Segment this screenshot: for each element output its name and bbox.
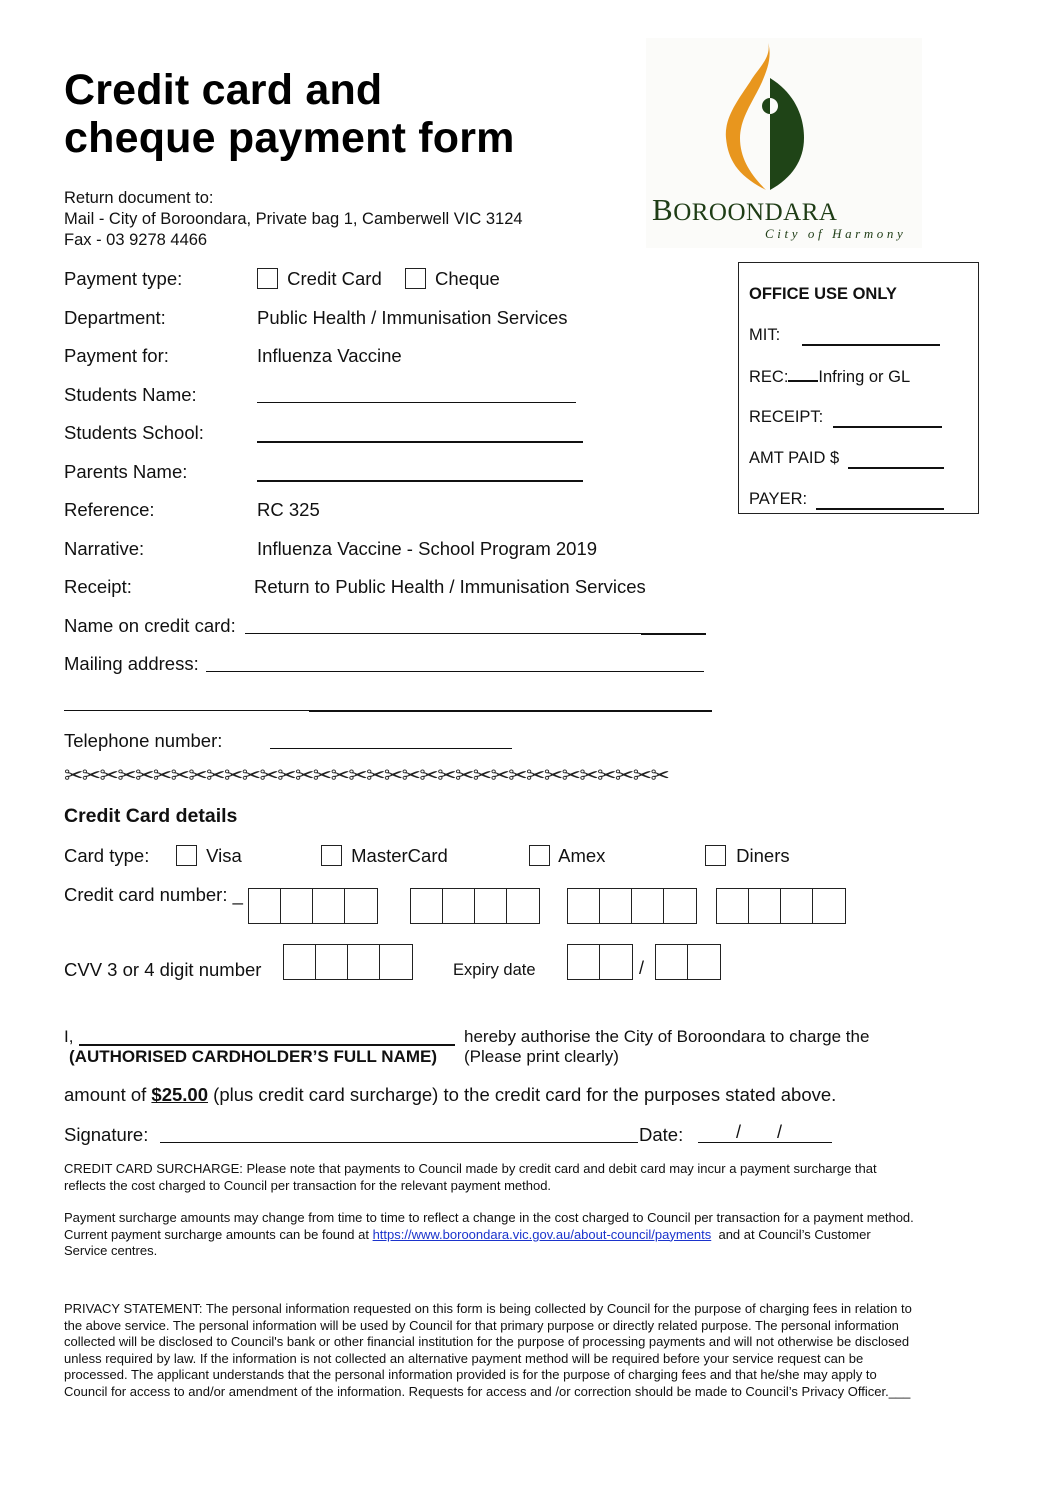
date-slash-2: / xyxy=(777,1122,783,1142)
cvv-input[interactable] xyxy=(283,944,413,980)
expiry-separator: / xyxy=(639,958,645,978)
receipt-label: Receipt: xyxy=(64,576,132,597)
parents-name-field[interactable] xyxy=(257,480,583,482)
receipt-field[interactable] xyxy=(833,426,942,428)
authorise-prefix: I, xyxy=(64,1027,74,1046)
cheque-option-label: Cheque xyxy=(435,268,500,289)
students-name-field[interactable] xyxy=(257,402,576,403)
receipt-label: RECEIPT: xyxy=(749,408,824,426)
rec-label: REC: Infring or GL xyxy=(749,368,911,386)
surcharge-note: CREDIT CARD SURCHARGE: Please note that payments to Council made by credit card and debit card may incur a payment surcharge that reflects the cost charged to Council per transaction for the relevant payment method. xyxy=(64,1161,877,1193)
signature-field[interactable] xyxy=(160,1142,638,1143)
amount-statement: amount of $25.00 (plus credit card surcharge) to the credit card for the purposes stated above. xyxy=(64,1084,837,1105)
card-type-label: Card type: xyxy=(64,845,150,866)
cheque-checkbox[interactable] xyxy=(405,268,426,289)
card-type-amex: Amex xyxy=(529,845,605,867)
title-line-2: cheque payment form xyxy=(64,114,515,162)
reference-value: RC 325 xyxy=(257,499,320,520)
payment-type-label: Payment type: xyxy=(64,268,183,289)
students-name-label: Students Name: xyxy=(64,384,197,405)
card-type-diners: Diners xyxy=(705,845,790,867)
return-mail: Mail - City of Boroondara, Private bag 1, Camberwell VIC 3124 xyxy=(64,210,523,228)
amt-paid-label: AMT PAID $ xyxy=(749,449,840,467)
reference-label: Reference: xyxy=(64,499,155,520)
receipt-value: Return to Public Health / Immunisation Services xyxy=(254,576,646,597)
cardholder-name-caption: (AUTHORISED CARDHOLDER’S FULL NAME) xyxy=(69,1047,438,1066)
payer-field[interactable] xyxy=(816,508,944,510)
cardholder-name-field[interactable] xyxy=(79,1044,455,1046)
credit-card-option-label: Credit Card xyxy=(287,268,382,289)
payment-for-label: Payment for: xyxy=(64,345,169,366)
return-address xyxy=(64,188,523,251)
expiry-month-input[interactable] xyxy=(567,944,633,980)
page-title xyxy=(64,66,515,162)
privacy-statement: PRIVACY STATEMENT: The personal information requested on this form is being collected by Council for the purpose of charging fees in relation to the above service. The personal information will be used by Council for that primary purpose or directly related purpose. The personal information collected will be disclosed to Council's bank or other financial institution for the purpose of processing payments and will not otherwise be disclosed unless required by law. If the information is not collected an alternative payment method will be required before your service request can be processed. The applicant understands that the personal information provided is for the purpose of charging fees and that he/she may apply to Council for access to and/or amendment of the information. Requests for access and /or correction should be made to Council’s Privacy Officer.___ xyxy=(64,1301,912,1399)
mit-field[interactable] xyxy=(802,344,940,346)
department-value: Public Health / Immunisation Services xyxy=(257,307,568,328)
print-clearly-caption: (Please print clearly) xyxy=(464,1047,619,1066)
expiry-label: Expiry date xyxy=(453,961,536,979)
narrative-label: Narrative: xyxy=(64,538,145,559)
amount-value: $25.00 xyxy=(151,1084,209,1105)
credit-card-checkbox[interactable] xyxy=(257,268,278,289)
visa-checkbox[interactable] xyxy=(176,845,197,866)
amex-checkbox[interactable] xyxy=(529,845,550,866)
card-number-group-2[interactable] xyxy=(410,888,540,924)
payments-link[interactable]: https://www.boroondara.vic.gov.au/about-council/payments xyxy=(372,1226,712,1242)
card-number-group-4[interactable] xyxy=(716,888,846,924)
signature-label: Signature: xyxy=(64,1124,149,1145)
payment-for-value: Influenza Vaccine xyxy=(257,345,402,366)
return-fax: Fax - 03 9278 4466 xyxy=(64,231,208,249)
card-type-visa: Visa xyxy=(176,845,242,867)
payment-type-options xyxy=(257,268,500,290)
telephone-label: Telephone number: xyxy=(64,730,223,751)
mastercard-checkbox[interactable] xyxy=(321,845,342,866)
surcharge-change-note: Payment surcharge amounts may change from time to time to reflect a change in the cost charged to Council per transaction for a payment method. Current payment surcharge amounts can be found at https://www.boroondara.vic.gov.au/about-council/payments and at Council’s Customer Service centres. xyxy=(64,1210,914,1259)
diners-checkbox[interactable] xyxy=(705,845,726,866)
department-label: Department: xyxy=(64,307,166,328)
authorise-text: hereby authorise the City of Boroondara to charge the xyxy=(464,1027,870,1046)
amt-paid-field[interactable] xyxy=(848,467,944,469)
payer-label: PAYER: xyxy=(749,490,808,508)
name-on-card-field-extension xyxy=(641,633,706,635)
mailing-address-line-2-thick xyxy=(309,710,712,712)
date-label: Date: xyxy=(639,1124,684,1145)
students-school-field[interactable] xyxy=(257,441,583,443)
cvv-label: CVV 3 or 4 digit number xyxy=(64,959,262,980)
card-number-group-1[interactable] xyxy=(248,888,378,924)
mailing-address-field[interactable] xyxy=(206,671,704,672)
card-number-label: Credit card number: _ xyxy=(64,884,243,905)
date-field[interactable] xyxy=(698,1142,832,1143)
rec-field[interactable] xyxy=(788,367,818,382)
office-use-box xyxy=(738,262,979,514)
students-school-label: Students School: xyxy=(64,422,204,443)
leaf-emblem-icon xyxy=(646,38,922,198)
name-on-card-label: Name on credit card: xyxy=(64,615,236,636)
return-heading: Return document to: xyxy=(64,189,214,207)
card-number-group-3[interactable] xyxy=(567,888,697,924)
office-use-heading: OFFICE USE ONLY xyxy=(749,285,897,303)
mit-label: MIT: xyxy=(749,326,781,344)
date-slash-1: / xyxy=(736,1122,742,1142)
mailing-address-label: Mailing address: xyxy=(64,653,199,674)
logo-wordmark: BOROONDARA xyxy=(652,192,838,227)
boroondara-logo xyxy=(646,38,922,248)
parents-name-label: Parents Name: xyxy=(64,461,188,482)
card-type-mastercard: MasterCard xyxy=(321,845,448,867)
logo-tagline: City of Harmony xyxy=(765,226,907,241)
narrative-value: Influenza Vaccine - School Program 2019 xyxy=(257,538,598,559)
title-line-1: Credit card and xyxy=(64,66,383,114)
expiry-year-input[interactable] xyxy=(655,944,721,980)
credit-card-details-heading: Credit Card details xyxy=(64,805,238,827)
name-on-card-field[interactable] xyxy=(245,633,706,634)
scissors-icon: ✂✂✂✂✂✂✂✂✂✂✂✂✂✂✂✂✂✂✂✂✂✂✂✂✂✂✂✂✂✂✂✂✂✂ xyxy=(64,762,669,788)
telephone-field[interactable] xyxy=(270,748,512,749)
